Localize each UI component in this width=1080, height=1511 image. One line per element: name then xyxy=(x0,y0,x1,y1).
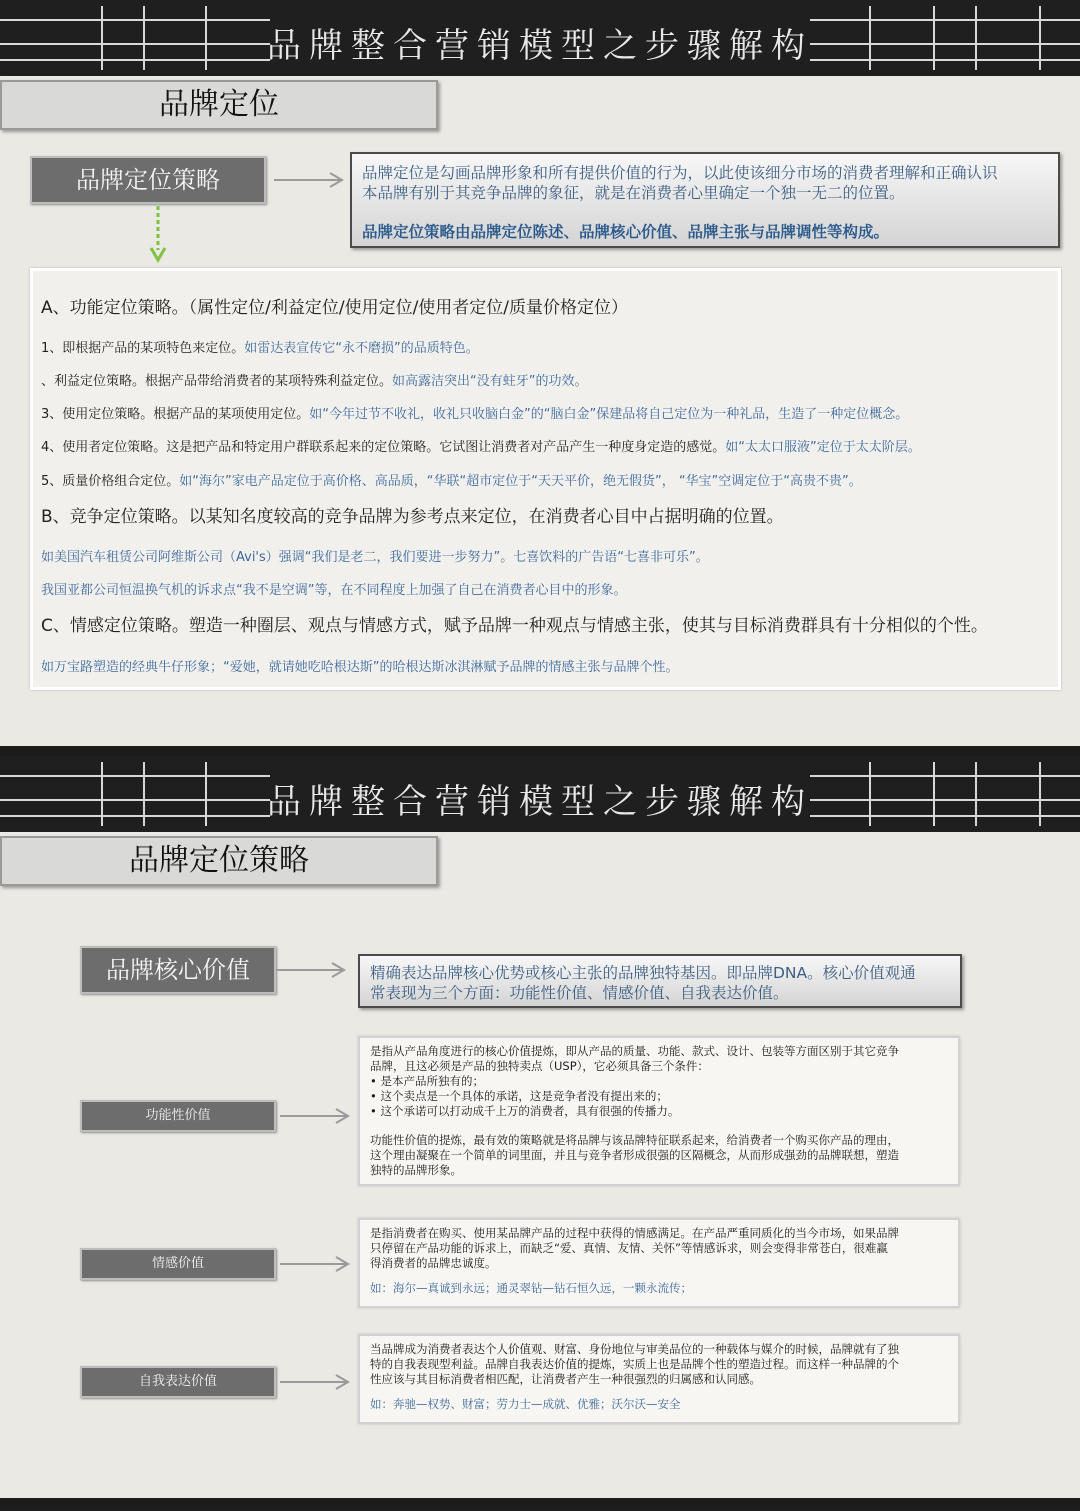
heading-b: B、竞争定位策略。以某知名度较高的竞争品牌为参考点来定位，在消费者心目中占据明确的位置。 xyxy=(41,507,784,527)
down-arrow-icon xyxy=(148,206,168,264)
callout-line-2: 本品牌有别于其竞争品牌的象征，就是在消费者心里确定一个独一无二的位置。 xyxy=(362,184,905,202)
heading-a: A、功能定位策略。（属性定位/利益定位/使用定位/使用者定位/质量价格定位） xyxy=(41,298,629,318)
self-expression-line-2: 特的自我表现型利益。品牌自我表达价值的提炼，实质上也是品牌个性的塑造过程。而这样一种品牌的个 xyxy=(370,1357,899,1371)
item1-text: 1、即根据产品的某项特色来定位。 xyxy=(41,341,245,356)
c-example: 如万宝路塑造的经典牛仔形象；“爱她，就请她吃哈根达斯”的哈根达斯冰淇淋赋予品牌的情感主张与品牌个性。 xyxy=(41,660,679,675)
b-example-1: 如美国汽车租赁公司阿维斯公司（Avi's）强调“我们是老二，我们要进一步努力”。七喜饮料的广告语“七喜非可乐”。 xyxy=(41,550,709,565)
self-expression-value-label: 自我表达价值 xyxy=(80,1366,276,1398)
self-expression-value-box xyxy=(358,1334,960,1424)
item4-text: 4、使用者定位策略。这是把产品和特定用户群联系起来的定位策略。它试图让消费者对产品产生一种度身定造的感觉。 xyxy=(41,440,726,455)
right-arrow-icon xyxy=(276,960,348,980)
callout-bold-line: 品牌定位策略由品牌定位陈述、品牌核心价值、品牌主张与品牌调性等构成。 xyxy=(362,223,890,241)
strategy-label: 品牌定位策略 xyxy=(30,156,266,204)
header-title: 品牌整合营销模型之步骤解构 xyxy=(267,26,813,66)
header-bar xyxy=(0,0,1080,76)
functional-value-label: 功能性价值 xyxy=(80,1100,276,1132)
section-tab-positioning-strategy: 品牌定位策略 xyxy=(0,836,438,886)
list-item xyxy=(41,470,862,489)
functional-line-4: • 这个卖点是一个具体的承诺，这是竞争者没有提出来的； xyxy=(370,1089,668,1103)
header-title: 品牌整合营销模型之步骤解构 xyxy=(267,782,813,822)
list-item xyxy=(41,403,908,422)
item1-example: 如雷达表宣传它“永不磨损”的品质特色。 xyxy=(244,341,479,356)
core-value-label: 品牌核心价值 xyxy=(80,946,276,994)
callout-line-1: 品牌定位是勾画品牌形象和所有提供价值的行为，以此使该细分市场的消费者理解和正确认识 xyxy=(362,164,998,182)
emotional-line-2: 只停留在产品功能的诉求上，而缺乏“爱、真情、友情、关怀”等情感诉求，则会变得非常苍白，很难赢 xyxy=(370,1241,888,1255)
positioning-definition-callout xyxy=(350,152,1060,248)
emotional-example: 如：海尔—真诚到永远；通灵翠钻—钻石恒久远，一颗永流传； xyxy=(370,1281,692,1295)
emotional-line-3: 得消费者的品牌忠诚度。 xyxy=(370,1256,497,1270)
list-item xyxy=(41,337,479,356)
functional-line-1: 是指从产品角度进行的核心价值提炼，即从产品的质量、功能、款式、设计、包装等方面区别于其它竞争 xyxy=(370,1044,899,1058)
emotional-value-box xyxy=(358,1218,960,1308)
item3-example: 如“今年过节不收礼，收礼只收脑白金”的“脑白金”保建品将自己定位为一种礼品，生造了一种定位概念。 xyxy=(309,407,909,422)
item2-text: 、利益定位策略。根据产品带给消费者的某项特殊利益定位。 xyxy=(41,374,393,389)
functional-line-2: 品牌，且这必须是产品的独特卖点（USP），它必须具备三个条件： xyxy=(370,1059,709,1073)
slide-brand-positioning xyxy=(0,0,1080,746)
right-arrow-icon xyxy=(280,1254,352,1274)
self-expression-line-3: 性应该与其目标消费者相匹配，让消费者产生一种很强烈的归属感和认同感。 xyxy=(370,1372,761,1386)
functional-line-5: • 这个承诺可以打动成千上万的消费者，具有很强的传播力。 xyxy=(370,1104,680,1118)
core-value-callout xyxy=(358,954,962,1008)
core-line-1: 精确表达品牌核心优势或核心主张的品牌独特基因。即品牌DNA。核心价值观通 xyxy=(370,964,916,982)
core-line-2: 常表现为三个方面：功能性价值、情感价值、自我表达价值。 xyxy=(370,984,789,1002)
self-expression-line-1: 当品牌成为消费者表达个人价值观、财富、身份地位与审美品位的一种载体与媒介的时候，品牌就有了独 xyxy=(370,1342,899,1356)
emotional-line-1: 是指消费者在购买、使用某品牌产品的过程中获得的情感满足。在产品严重同质化的当今市场，如果品牌 xyxy=(370,1226,899,1240)
slide-brand-core-value xyxy=(0,756,1080,1498)
right-arrow-icon xyxy=(274,170,346,190)
functional-line-8: 独特的品牌形象。 xyxy=(370,1163,462,1177)
positioning-strategies-box xyxy=(30,268,1061,690)
section-tab-brand-positioning: 品牌定位 xyxy=(0,80,438,130)
slide-bottom-strip xyxy=(0,1498,1080,1508)
emotional-value-label: 情感价值 xyxy=(80,1248,276,1280)
slide-divider xyxy=(0,746,1080,756)
functional-value-box xyxy=(358,1036,960,1186)
item5-text: 5、质量价格组合定位。 xyxy=(41,474,180,489)
item2-example: 如高露洁突出“没有蛀牙”的功效。 xyxy=(392,374,588,389)
item5-example: 如“海尔”家电产品定位于高价格、高品质，“华联“超市定位于“天天平价，绝无假货”， “华宝”空调定位于“高贵不贵”。 xyxy=(179,474,862,489)
heading-c: C、情感定位策略。塑造一种圈层、观点与情感方式，赋予品牌一种观点与情感主张，使其与目标消费群具有十分相似的个性。 xyxy=(41,616,988,636)
right-arrow-icon xyxy=(280,1372,352,1392)
self-expression-example: 如：奔驰—权势、财富；劳力士—成就、优雅；沃尔沃—安全 xyxy=(370,1397,681,1411)
list-item xyxy=(41,436,921,455)
item4-example: 如“太太口服液”定位于太太阶层。 xyxy=(725,440,921,455)
b-example-2: 我国亚都公司恒温换气机的诉求点“我不是空调”等，在不同程度上加强了自己在消费者心目中的形象。 xyxy=(41,583,627,598)
right-arrow-icon xyxy=(280,1106,352,1126)
functional-line-7: 这个理由凝聚在一个简单的词里面，并且与竞争者形成很强的区隔概念，从而形成强劲的品牌联想，塑造 xyxy=(370,1148,899,1162)
header-bar xyxy=(0,756,1080,832)
item3-text: 3、使用定位策略。根据产品的某项使用定位。 xyxy=(41,407,310,422)
functional-line-6: 功能性价值的提炼，最有效的策略就是将品牌与该品牌特征联系起来，给消费者一个购买你产品的理由， xyxy=(370,1133,899,1147)
functional-line-3: • 是本产品所独有的； xyxy=(370,1074,484,1088)
list-item xyxy=(41,370,588,389)
